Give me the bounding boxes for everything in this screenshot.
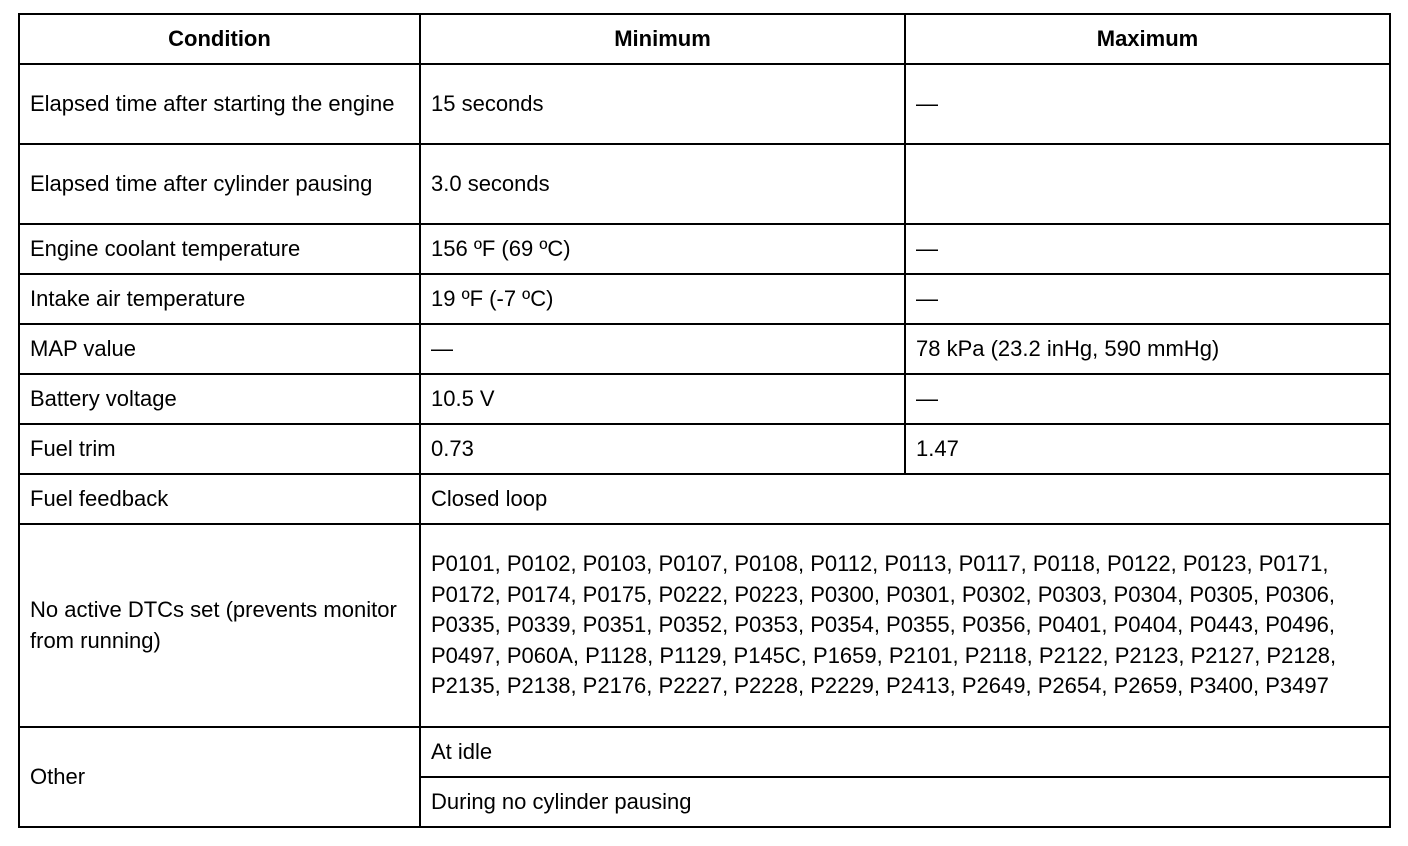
maximum-cell: — <box>905 374 1390 424</box>
condition-cell: Fuel trim <box>19 424 420 474</box>
table-row <box>19 64 1390 144</box>
minimum-cell: — <box>420 324 905 374</box>
maximum-cell: — <box>905 274 1390 324</box>
maximum-cell: — <box>905 64 1390 144</box>
minimum-cell: 0.73 <box>420 424 905 474</box>
minimum-cell: 15 seconds <box>420 64 905 144</box>
maximum-cell <box>905 144 1390 224</box>
conditions-table <box>18 13 1391 828</box>
other-row <box>19 727 1390 777</box>
condition-cell: No active DTCs set (prevents monitor from running) <box>19 524 420 727</box>
dtc-list: P0101, P0102, P0103, P0107, P0108, P0112, P0113, P0117, P0118, P0122, P0123, P0171, P0172, P0174, P0175, P0222, P0223, P0300, P0301, P0302, P0303, P0304, P0305, P0306, P0335, P0339, P0351, P0352, P0353, P0354, P0355, P0356, P0401, P0404, P0443, P0496, P0497, P060A, P1128, P1129, P145C, P1659, P2101, P2118, P2122, P2123, P2127, P2128, P2135, P2138, P2176, P2227, P2228, P2229, P2413, P2649, P2654, P2659, P3400, P3497 <box>420 524 1390 727</box>
dtc-row <box>19 524 1390 727</box>
other-item-idle: At idle <box>420 727 1390 777</box>
table-row <box>19 324 1390 374</box>
maximum-cell: — <box>905 224 1390 274</box>
table-row <box>19 274 1390 324</box>
minimum-cell: 10.5 V <box>420 374 905 424</box>
header-maximum: Maximum <box>905 14 1390 64</box>
header-row <box>19 14 1390 64</box>
table-row <box>19 144 1390 224</box>
maximum-cell: 78 kPa (23.2 inHg, 590 mmHg) <box>905 324 1390 374</box>
condition-cell: Elapsed time after starting the engine <box>19 64 420 144</box>
condition-cell: Fuel feedback <box>19 474 420 524</box>
condition-cell: Engine coolant temperature <box>19 224 420 274</box>
condition-cell: Battery voltage <box>19 374 420 424</box>
fuel-feedback-value: Closed loop <box>420 474 1390 524</box>
table-row <box>19 224 1390 274</box>
minimum-cell: 3.0 seconds <box>420 144 905 224</box>
condition-cell: MAP value <box>19 324 420 374</box>
condition-cell: Elapsed time after cylinder pausing <box>19 144 420 224</box>
header-minimum: Minimum <box>420 14 905 64</box>
header-condition: Condition <box>19 14 420 64</box>
table-row <box>19 424 1390 474</box>
fuel-feedback-row <box>19 474 1390 524</box>
condition-cell: Intake air temperature <box>19 274 420 324</box>
minimum-cell: 156 ºF (69 ºC) <box>420 224 905 274</box>
condition-cell: Other <box>19 727 420 827</box>
other-item-no-pausing: During no cylinder pausing <box>420 777 1390 827</box>
table-row <box>19 374 1390 424</box>
maximum-cell: 1.47 <box>905 424 1390 474</box>
minimum-cell: 19 ºF (-7 ºC) <box>420 274 905 324</box>
